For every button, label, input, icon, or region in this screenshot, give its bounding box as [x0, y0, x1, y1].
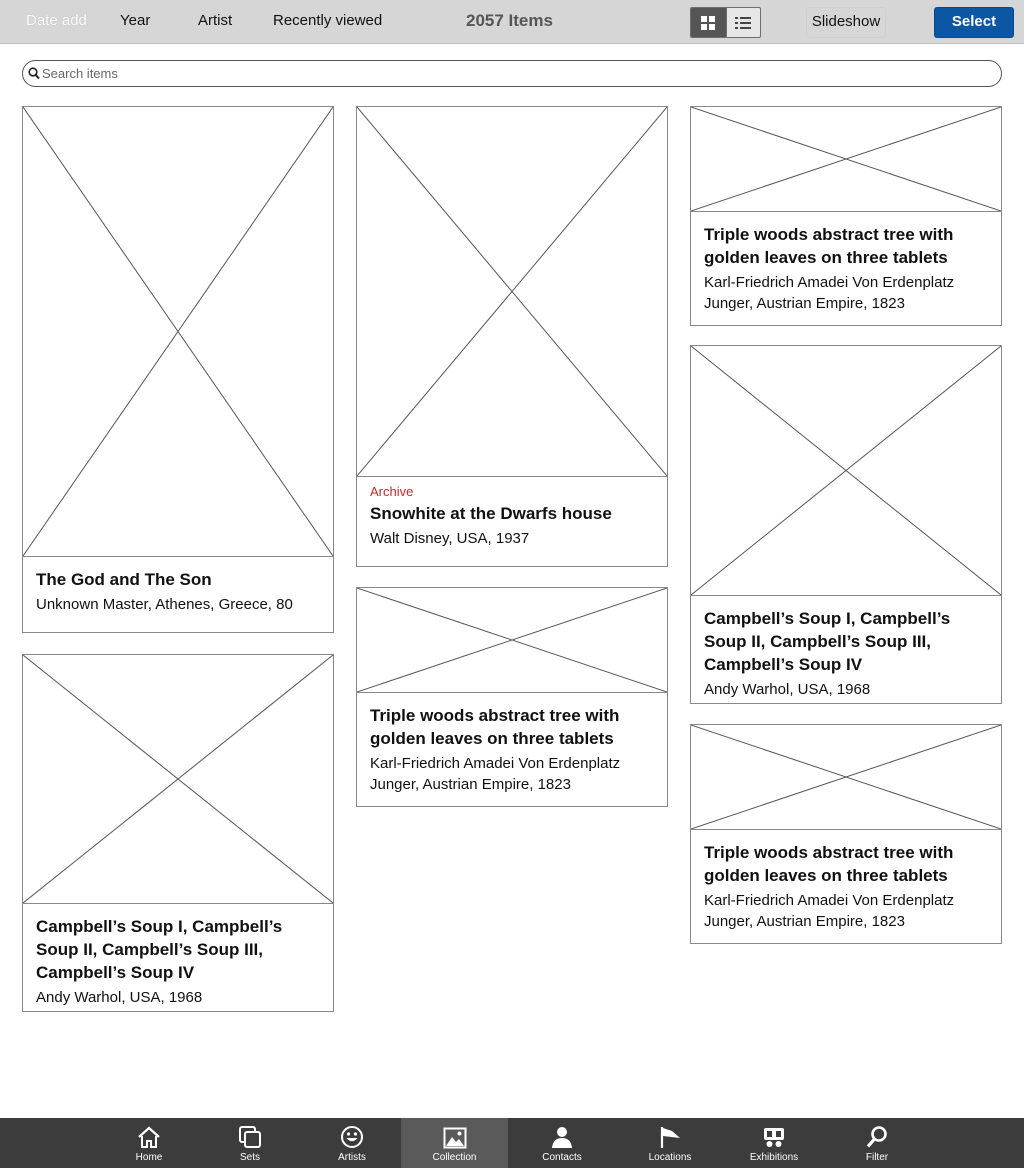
- image-placeholder: [23, 655, 333, 904]
- artwork-subtitle: Karl-Friedrich Amadei Von Erdenplatz Junger, Austrian Empire, 1823: [704, 274, 955, 312]
- image-placeholder: [357, 107, 667, 477]
- bottom-tab-bar: [0, 1118, 1024, 1168]
- artwork-card[interactable]: [22, 654, 334, 1012]
- artwork-title: The God and The Son: [36, 570, 212, 589]
- tab-label: Locations: [648, 1152, 692, 1163]
- image-placeholder: [691, 725, 1001, 830]
- search-icon: [865, 1125, 889, 1149]
- artwork-title: Snowhite at the Dwarfs house: [370, 504, 612, 523]
- artwork-title: Triple woods abstract tree with golden leaves on three tablets: [704, 843, 954, 885]
- list-view-button[interactable]: [726, 8, 761, 37]
- artwork-subtitle: Walt Disney, USA, 1937: [370, 530, 530, 547]
- tab-label: Artists: [338, 1152, 366, 1163]
- tab-sets[interactable]: [205, 1118, 295, 1168]
- search-bar: [22, 60, 1002, 87]
- tab-label: Sets: [239, 1152, 260, 1163]
- artwork-subtitle: Andy Warhol, USA, 1968: [704, 681, 871, 698]
- artwork-title: Triple woods abstract tree with golden leaves on three tablets: [704, 225, 954, 267]
- tab-artists[interactable]: [307, 1118, 397, 1168]
- artwork-subtitle: Karl-Friedrich Amadei Von Erdenplatz Junger, Austrian Empire, 1823: [370, 755, 621, 793]
- sort-year[interactable]: Year: [120, 12, 151, 29]
- tab-collection[interactable]: [401, 1118, 508, 1168]
- home-icon: [137, 1125, 161, 1149]
- person-icon: [550, 1125, 574, 1149]
- sort-date-add[interactable]: Date add: [26, 12, 87, 29]
- tab-label: Filter: [865, 1152, 889, 1163]
- artwork-title: Campbell’s Soup I, Campbell’s Soup II, Campbell’s Soup III, Campbell’s Soup IV: [36, 917, 283, 982]
- artwork-subtitle: Unknown Master, Athenes, Greece, 80: [36, 596, 293, 613]
- artwork-card[interactable]: [690, 106, 1002, 326]
- item-count: 2057 Items: [466, 11, 553, 30]
- artwork-card[interactable]: [690, 724, 1002, 944]
- search-icon: [28, 67, 40, 80]
- grid-view-button[interactable]: [691, 8, 726, 37]
- select-button[interactable]: Select: [934, 7, 1014, 38]
- tab-label: Contacts: [542, 1152, 582, 1163]
- artwork-card[interactable]: [690, 345, 1002, 704]
- flag-icon: [658, 1125, 682, 1149]
- tab-label: Exhibitions: [749, 1152, 799, 1163]
- archive-tag: Archive: [370, 484, 414, 499]
- image-placeholder: [357, 588, 667, 693]
- search-input[interactable]: [42, 64, 982, 83]
- slideshow-button[interactable]: Slideshow: [806, 7, 886, 38]
- smiley-icon: [340, 1125, 364, 1149]
- tab-exhibitions[interactable]: [729, 1118, 819, 1168]
- sort-artist[interactable]: Artist: [198, 12, 233, 29]
- image-placeholder: [23, 107, 333, 557]
- artwork-subtitle: Karl-Friedrich Amadei Von Erdenplatz Junger, Austrian Empire, 1823: [704, 892, 955, 930]
- image-icon: [443, 1127, 467, 1149]
- top-toolbar: [0, 0, 1024, 44]
- image-placeholder: [691, 346, 1001, 596]
- image-placeholder: [691, 107, 1001, 212]
- exhibitions-icon: [762, 1125, 786, 1149]
- artwork-title: Triple woods abstract tree with golden leaves on three tablets: [370, 706, 620, 748]
- artwork-card[interactable]: [356, 587, 668, 807]
- sort-recently-viewed[interactable]: Recently viewed: [273, 12, 383, 29]
- tab-label: Collection: [432, 1152, 477, 1163]
- tab-locations[interactable]: [625, 1118, 715, 1168]
- artwork-card[interactable]: [22, 106, 334, 633]
- grid-icon: [700, 15, 716, 31]
- sets-icon: [238, 1125, 262, 1149]
- artwork-subtitle: Andy Warhol, USA, 1968: [36, 989, 203, 1006]
- tab-home[interactable]: [104, 1118, 194, 1168]
- tab-label: Home: [135, 1152, 163, 1163]
- artwork-title: Campbell’s Soup I, Campbell’s Soup II, Campbell’s Soup III, Campbell’s Soup IV: [704, 609, 951, 674]
- view-mode-toggle: [690, 7, 761, 38]
- artwork-card[interactable]: [356, 106, 668, 567]
- list-icon: [735, 16, 751, 30]
- tab-filter[interactable]: [832, 1118, 922, 1168]
- tab-contacts[interactable]: [517, 1118, 607, 1168]
